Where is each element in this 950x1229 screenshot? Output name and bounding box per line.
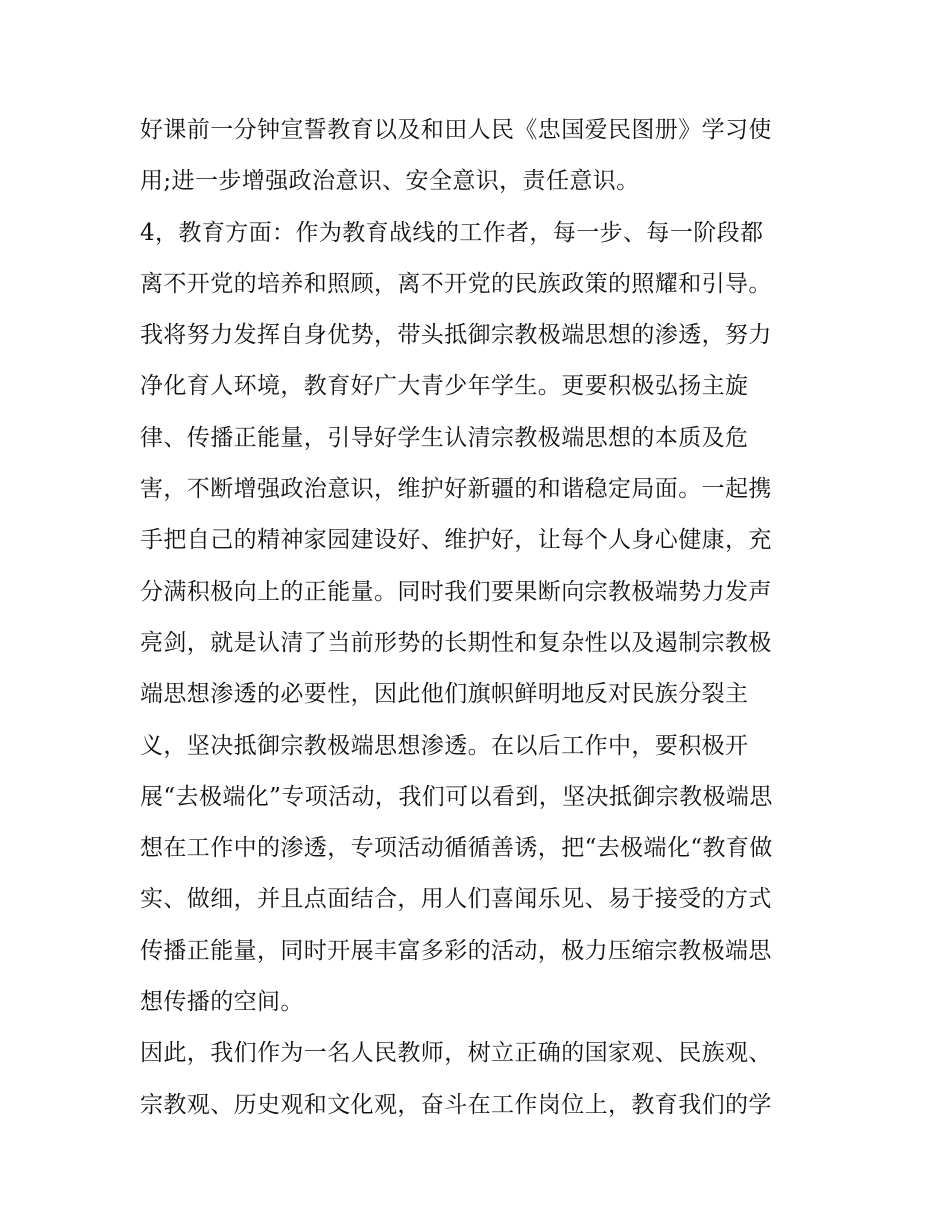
text-line: 用;进一步增强政治意识、安全意识，责任意识。: [140, 168, 640, 195]
text-line: 宗教观、历史观和文化观，奋斗在工作岗位上，教育我们的学: [140, 1091, 772, 1118]
text-line: 想传播的空间。: [140, 989, 304, 1016]
text-line: 实、做细，并且点面结合，用人们喜闻乐见、易于接受的方式: [140, 886, 772, 913]
text-line: 亮剑，就是认清了当前形势的长期性和复杂性以及遏制宗教极: [140, 629, 772, 656]
text-line: 分满积极向上的正能量。同时我们要果断向宗教极端势力发声: [140, 578, 772, 605]
text-line: 净化育人环境，教育好广大青少年学生。更要积极弘扬主旋: [140, 373, 749, 400]
text-line: 4，教育方面：作为教育战线的工作者，每一步、每一阶段都: [140, 219, 764, 246]
text-line: 手把自己的精神家园建设好、维护好，让每个人身心健康，充: [140, 527, 772, 554]
text-line: 展“去极端化”专项活动，我们可以看到，坚决抵御宗教极端思: [140, 783, 773, 810]
text-line: 想在工作中的渗透，专项活动循循善诱，把“去极端化“教育做: [140, 835, 773, 862]
text-line: 传播正能量，同时开展丰富多彩的活动，极力压缩宗教极端思: [140, 937, 772, 964]
text-line: 好课前一分钟宣誓教育以及和田人民《忠国爱民图册》学习使: [140, 117, 772, 143]
text-line: 因此，我们作为一名人民教师，树立正确的国家观、民族观、: [140, 1040, 772, 1067]
text-line: 离不开党的培养和照顾，离不开党的民族政策的照耀和引导。: [140, 270, 772, 297]
text-line: 端思想渗透的必要性，因此他们旗帜鲜明地反对民族分裂主: [140, 681, 749, 708]
text-line: 义，坚决抵御宗教极端思想渗透。在以后工作中，要积极开: [140, 732, 749, 759]
text-line: 律、传播正能量，引导好学生认清宗教极端思想的本质及危: [140, 424, 749, 451]
text-line: 我将努力发挥自身优势，带头抵御宗教极端思想的渗透，努力: [140, 322, 772, 349]
document-body-text: [140, 105, 820, 1131]
text-line: 害，不断增强政治意识，维护好新疆的和谐稳定局面。一起携: [140, 476, 772, 503]
